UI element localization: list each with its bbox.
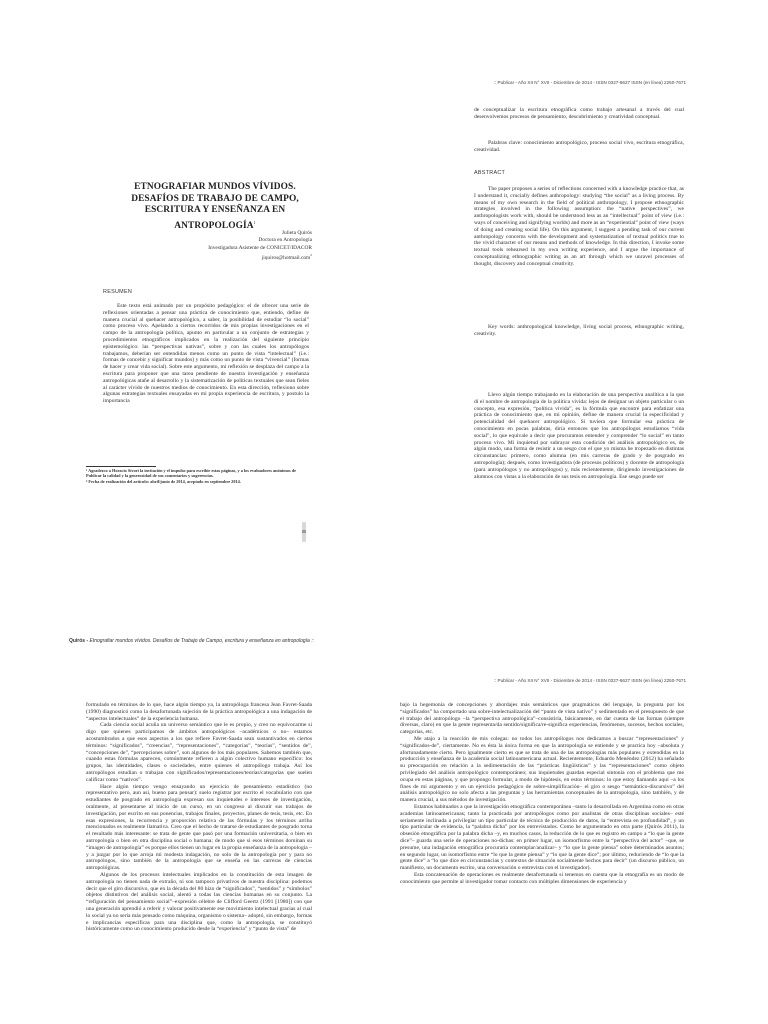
footnote-2: ² Fecha de realización del artículo: abril/junio de 2014, aceptado en septiembre 2014. bbox=[86, 478, 241, 484]
author-block bbox=[208, 230, 312, 262]
resumen-paragraph: Este texto está animado por un propósito pedagógico: el de ofrecer una serie de reflexiones orientadas a pensar una práctica de conocimiento que, entiendo, define de manera crucial al quehacer antropológico, a saber, la posibilidad de estudiar “lo social” como proceso vivo. Apelando a ciertos recorridos de mis propias investigaciones en el campo de la antropología política, apunto en particular a un conjunto de estrategias y procedimientos etnográficos implicados en la realización del siguiente principio epistemológico: las “perspectivas nativas”, sobre y con las cuales los antropólogos trabajamos, deberían ser entendidas menos como un punto de vista “intelectual” (i.e.: formas de concebir y significar mundos) y más como un punto de vista “vivencial” (formas de hacer y crear vida social). Sobre este argumento, mi reflexión se desplaza del campo a la escritura para proponer que una tarea pendiente de nuestra investigación y enseñanza antropológicas atañe al desarrollo y la sistematización de políticas textuales que sean fieles al carácter vívido de nuestros medios de conocimiento. En esta dirección, reflexiono sobre algunas estrategias textuales ensayadas en mi propia experiencia de escritura, y postulo la importancia bbox=[103, 303, 309, 405]
article-title-text: ETNOGRAFIAR MUNDOS VÍVIDOS. DESAFÍOS DE TRABAJO DE CAMPO, ESCRITURA Y ENSEÑANZA EN ANTROPOLOGÍA bbox=[131, 182, 299, 231]
body-paragraph: Hace algún tiempo vengo ensayando un ejercicio de pensamiento estadístico (no representativo pero, aun así, bueno para pensar): suelo registrar por escrito el vocabulario con que estudiantes de posgrado en antropología expresan sus inquietudes e intereses de investigación, oralmente, al presentarse al inicio de un curso, en un congreso al discutir sus trabajos de investigación, por escrito en sus ponencias, trabajos finales, proyectos, planes de tesis, tesis, etc. En esas expresiones, la recurrencia y proporción relativa de las fórmulas y los términos arriba mencionados es realmente llamativa. Creo que el hecho de tratarse de estudiantes de posgrado torna el resultado más interesante: se trata de gente que pasó por una formación universitaria, o bien en antropología o bien en otra disciplina social o humana; de modo que si esos términos dominan su “imagen de antropología” es porque ellos tienen un lugar en la propia enseñanza de la antropología –y a juzgar por lo que arroja mi modesta indagación, no solo de la antropología por y para no antropólogos, sino también de la antropología que se enseña en las carreras de ciencias antropológicas. bbox=[86, 783, 312, 872]
keywords-en: Key words: anthropological knowledge, living social process, ethnographic writing, creativity. bbox=[474, 324, 684, 337]
resumen-continuation bbox=[474, 107, 684, 121]
running-head bbox=[69, 638, 314, 645]
author-email-line bbox=[208, 252, 312, 262]
author-degree: Doctora en Antropología bbox=[258, 237, 312, 244]
running-head-title: Etnografiar mundos vívidos. Desafíos de Trabajo de Campo, escritura y enseñanza en antropología :: bbox=[89, 638, 314, 644]
page-bottom-right bbox=[384, 512, 768, 1024]
abstract-text bbox=[474, 186, 684, 326]
page-top-left bbox=[0, 0, 384, 512]
running-head: :: Publicar - Año XII N° XVII - Diciembre de 2014 - ISSN 0327-6627 ISSN (en línea) 2250-7671 bbox=[493, 678, 686, 683]
footnotes bbox=[86, 468, 312, 484]
body-paragraph: formulado en términos de lo que, hace algún tiempo ya, la antropóloga francesa Jean Favret-Saada (1990) diagnosticó como la desafortunada sujeción de la práctica antropológica a una indagación de “aspectos intelectuales” de la experiencia humana. bbox=[86, 702, 312, 722]
body-paragraph: Estamos habituados a que la investigación etnográfica contemporánea –tanto la desarrollada en Argentina como en otras academias latinoamericanas; tanto la practicada por antropólogos como por analistas de otras disciplinas sociales– esté seriamente inclinada a privilegiar un tipo particular de técnica de producción de datos, la “entrevista en profundidad”, y un tipo particular de evidencia, la “palabra dicha” por los entrevistados. Como he argumentado en otra parte (Quirós 2011), la obsesión etnográfica por la palabra dicha –y, en muchos casos, la reducción de lo que es registro en campo a “lo que la gente dice”– guarda una serie de operaciones no-dichas: en primer lugar, un isomorfismo entre la “perspectiva del actor” –que, se presume, una indagación etnográfica procuraría contemplar/analizar– y “lo que la gente piensa” sobre determinados asuntos; en segundo lugar, un isomorfismo entre “lo que la gente piensa” y “lo que la gente dice”; por último, reduciendo de “lo que la gente dice” a “lo que dice en circunstancias y contextos de situación socialmente hechos para decir” (un discurso público, un manifiesto, un documento escrito, una conversación o entrevista con el investigador). bbox=[400, 803, 684, 872]
abstract-paragraph: The paper proposes a series of reflections concerned with a knowledge practice that, as I understand it, crucially defines anthropology: studying “the social” as a living process. By means of my own research in the field of political anthropology, I propose ethnographic strategies involved in the following assumption: the “native perspectives”, we anthropologists work with, should be understood less as an “intellectual” point of view (i.e.: ways of conceiving and signifying worlds) and more as an “experiential” point of view (ways of doing and creating social life). On this argument, I suggest a pending task of our current anthropology concerns with the development and systematization of textual politics true to the vivid character of our means and methods of knowledge. In this direction, I invoke some textual tools rehearsed in my own writing experience, and I argue the importance of conceptualizing ethnographic writing as an art through which we unravel processes of thought, discovery and conceptual creativity. bbox=[474, 186, 684, 267]
title-footnote-mark: 1 bbox=[253, 219, 256, 225]
intro-text bbox=[474, 392, 684, 486]
page-top-right bbox=[384, 0, 768, 512]
keywords-es: Palabras clave: conocimiento antropológico, proceso social vivo, escritura etnográfica, creatividad. bbox=[474, 140, 684, 153]
intro-paragraph: Llevo algún tiempo trabajando en la elaboración de una perspectiva analítica a la que di el nombre de antropología de la política vivida: lejos de designar un objeto particular o un concepto, esa expresión, “política vivida”, es la fórmula que encontré para enfatizar una práctica de conocimiento que, en mi opinión, define de manera crucial la especificidad y potencialidad del quehacer antropológico. Si tuviera que formular esa práctica de conocimiento en pocas palabras, diría entonces que los antropólogos estudiamos “vida social”, lo que equivale a decir que procuramos entender y comprender “lo social” en tanto proceso vivo. Mi inquietud por subrayar esta condición del análisis antropológico es, de algún modo, una forma de resistir a un sesgo con el que yo misma he tropezado en distintas circunstancias: primero, como alumna (en mis carreras de grado y de posgrado en antropología); después, como investigadora (de procesos políticos) y docente de antropología (para antropólogos y no antropólogos) y, más recientemente, dirigiendo investigaciones de alumnos con vistas a la elaboración de sus tesis en antropología. Ese sesgo puede ser bbox=[474, 392, 684, 480]
author-affiliation: Investigadora Asistente de CONICET/IDACOR bbox=[208, 244, 312, 251]
resumen-text bbox=[103, 303, 309, 455]
body-paragraph: Esta concatenación de operaciones es realmente desafortunada si tenemos en cuenta que la etnografía es un modo de conocimiento que permite al investigador tomar contacto con múltiples dimensiones de experiencia y bbox=[400, 871, 684, 885]
running-head-author: Quirós - bbox=[68, 638, 89, 644]
resumen-continuation-text: de conceptualizar la escritura etnográfica como trabajo artesanal a través del cual desenvolvemos procesos de pensamiento, descubrimiento y creatividad conceptual. bbox=[474, 107, 684, 120]
body-paragraph: Algunos de los procesos intelectuales implicados en la constitución de esta imagen de antropología no tienen nada de extraño, ni son tampoco privativos de nuestra disciplina: podemos decir que el giro discursivo, que en la década del 80 hizo de “significados”, “sentidos” y “símbolos” objetos distintivos del análisis social, alentó a todas las ciencias humanas en su conjunto. La “refiguración del pensamiento social”–expresión célebre de Clifford Geertz (1991 [1980]) con que una generación aprendió a referir y valorar positivamente ese movimiento intelectual gracias al cual lo social ya no sería más pensado como máquina, organismo o sistema– adoptó, sin embargo, formas e implicancias específicas para una disciplina que, como la antropología, se constituyó históricamente como un conocimiento producido desde la “experiencia” y “punto de vista” de bbox=[86, 871, 312, 933]
page-bottom-left bbox=[0, 512, 384, 1024]
body-text bbox=[400, 702, 684, 1022]
footnote-1: ¹ Agradezco a Horacio Sívori la invitación y el impulso para escribir estas páginas, y a los evaluadores anónimos de Publicar la calidad y la generosidad de sus comentarios y sugerencias. bbox=[86, 468, 297, 479]
body-text bbox=[86, 702, 312, 1022]
body-paragraph: Me atajo a la reacción de mis colegas: no todos los antropólogos nos dedicamos a buscar “representaciones” y “significados-de”, ciertamente. No es ésta la única forma en que la antropología se entiende y se practica hoy –absoluta y afortunadamente cierto. Pero igualmente cierto es que se trata de una de las antropologías más populares y extendidas en la producción y enseñanza de la academia social latinoamericana actual. Recientemente, Eduardo Menéndez (2012) ha señalado su preocupación en relación a la sedimentación de las “prácticas lingüísticas” y las “representaciones” como objeto privilegiado del análisis antropológico contemporáneo; sus inquietudes guardan especial sintonía con el problema que me ocupa en estas páginas, y que propongo formular, a modo de hipótesis, en estos términos: lo que estoy llamando aquí –a los fines de mi argumento y en un ejercicio pedagógico de sobre-simplificación– el giro o sesgo “semántico-discursivo” del análisis antropológico no solo afecta a las preguntas y las herramientas conceptuales de la antropología, sino también, y de manera crucial, a sus métodos de investigación. bbox=[400, 735, 684, 804]
page-fold-marker bbox=[302, 522, 306, 542]
body-paragraph: bajo la hegemonía de concepciones y abordajes más semánticos que pragmáticos del lenguaje, la pregunta por los “significados” ha comportado una sobre-intelectualización del “punto de vista nativo” y sedimentado en el presupuesto de que el trabajo del antropólogo –la “perspectiva antropológica”–consistiría, básicamente, en dar cuenta de las formas (siempre diversas, claro) en que la gente representa/da sentido/significa/re-significa experiencias, fenómenos, sucesos, hechos sociales, categorías, etc. bbox=[400, 702, 684, 736]
author-email[interactable]: jiquiros@hotmail.com bbox=[261, 255, 311, 262]
abstract-heading: ABSTRACT bbox=[474, 170, 506, 176]
email-footnote-mark: 2 bbox=[310, 253, 312, 258]
body-paragraph: Cada ciencia social acuña un universo semántico que le es propio, y creo no equivocarme si digo que quienes participamos de ámbitos antropológicos –académicos o no– estamos acostumbrados a que esos aspectos a los que refiere Favret-Saada sean sustantivados en ciertos términos: “significados”, “creencias”, “representaciones”, “categorías”, “teorías”, “sentidos de”, “concepciones de”, “percepciones sobre”, son algunos de los más populares. Sabemos también que, cuando estas fórmulas aparecen, comúnmente refieren a algún colectivo humano específico: los grupos, las identidades, clases o sociedades, entre quienes el antropólogo trabaja. Así los antropólogos estudian o trabajan con significados/representaciones/teorías/categorías que suelen calificar como “nativos”. bbox=[86, 722, 312, 783]
footnote-divider bbox=[86, 466, 156, 467]
resumen-heading: RESUMEN bbox=[103, 289, 133, 295]
article-title bbox=[120, 182, 310, 232]
running-head: :: Publicar - Año XII N° XVII - Diciembre de 2014 - ISSN 0327-6627 ISSN (en línea) 2250-7671 bbox=[493, 80, 686, 85]
author-name: Julieta Quirós bbox=[281, 230, 312, 236]
